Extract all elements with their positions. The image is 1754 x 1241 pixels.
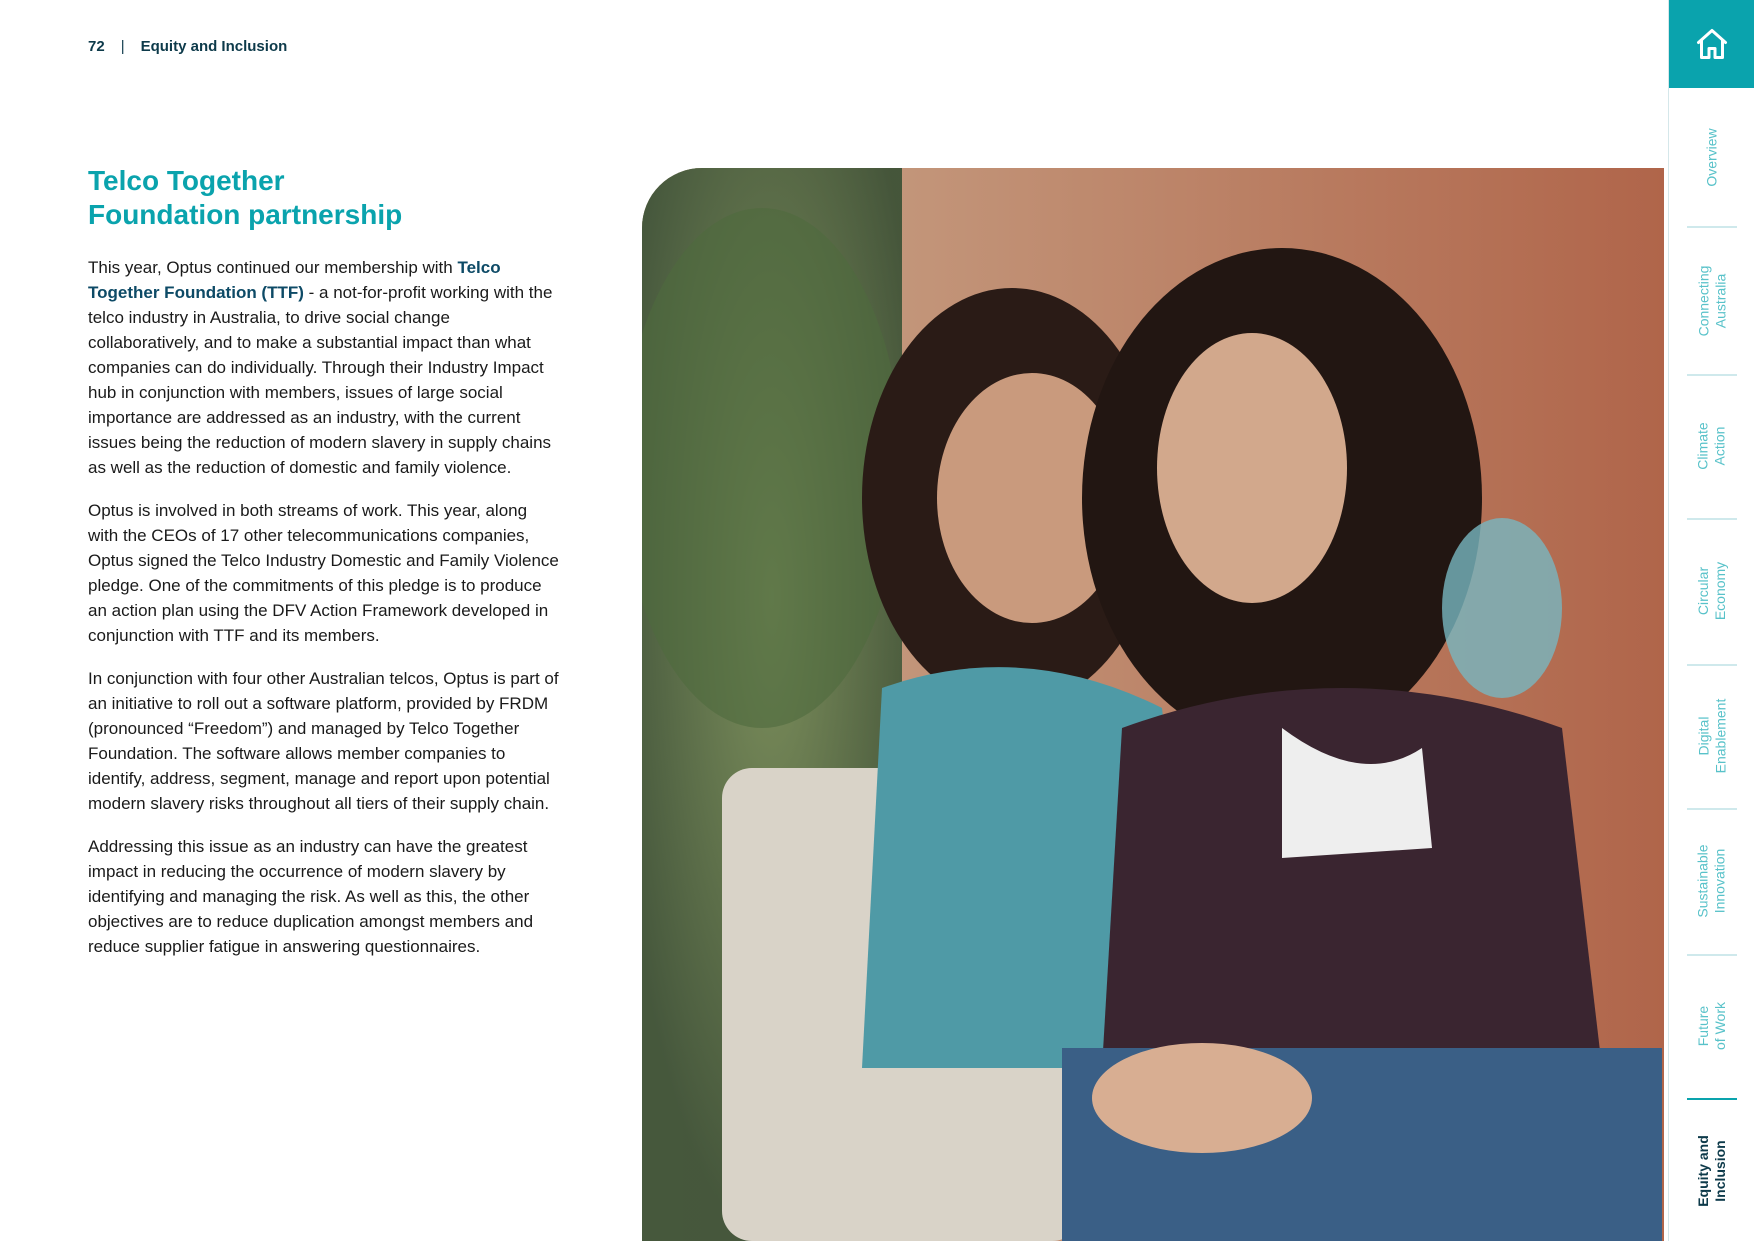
page-number: 72 xyxy=(88,38,105,55)
article-title xyxy=(88,164,608,232)
article-body xyxy=(88,255,562,977)
nav-label-future-of-work: Future of Work xyxy=(1694,1002,1728,1050)
header-separator: | xyxy=(120,38,125,55)
nav-item-climate-action[interactable] xyxy=(1669,376,1754,516)
nav-label-climate-action: Climate Action xyxy=(1695,422,1728,470)
article-photo xyxy=(642,168,1664,1241)
photo-illustration xyxy=(642,168,1664,1241)
nav-label-overview: Overview xyxy=(1703,128,1720,187)
nav-item-overview[interactable] xyxy=(1669,90,1754,225)
section-name: Equity and Inclusion xyxy=(140,38,288,55)
paragraph-4: Addressing this issue as an industry can have the greatest impact in reducing the occurrence of modern slavery by identifying and managing the risk. As well as this, the other objectives are to reduce duplication amongst members and reduce supplier fatigue in answering questionnaires. xyxy=(88,837,534,956)
paragraph-2: Optus is involved in both streams of work. This year, along with the CEOs of 17 other telecommunications companies, Optus signed the Telco Industry Domestic and Family Violence pledge. One of the commitments of this pledge is to produce an action plan using the DFV Action Framework developed in conjunction with TTF and its members. xyxy=(88,501,559,645)
paragraph-3: In conjunction with four other Australian telcos, Optus is part of an initiative to roll out a software platform, provided by FRDM (pronounced “Freedom”) and managed by Telco Together Foundation. The software allows member companies to identify, address, segment, manage and report upon potential modern slavery risks throughout all tiers of their supply chain. xyxy=(88,669,559,813)
home-button[interactable] xyxy=(1669,0,1754,88)
nav-label-circular-economy: Circular Economy xyxy=(1694,561,1728,621)
paragraph-1-intro: This year, Optus continued our membership with xyxy=(88,258,458,277)
nav-label-connecting-australia: Connecting Australia xyxy=(1694,265,1728,336)
nav-label-digital-enablement: Digital Enablement xyxy=(1695,698,1728,774)
nav-item-connecting-australia[interactable] xyxy=(1669,228,1754,373)
home-icon xyxy=(1694,26,1730,62)
side-navigation xyxy=(1668,0,1754,1241)
nav-label-sustainable-innovation: Sustainable Innovation xyxy=(1694,844,1728,918)
nav-item-equity-and-inclusion[interactable] xyxy=(1669,1100,1754,1241)
paragraph-1 xyxy=(88,255,562,480)
nav-item-sustainable-innovation[interactable] xyxy=(1669,810,1754,952)
nav-item-future-of-work[interactable] xyxy=(1669,956,1754,1096)
page-header xyxy=(88,38,287,55)
paragraph-1-rest: - a not-for-profit working with the telco industry in Australia, to drive social change collaboratively, and to make a substantial impact than what companies can do individually. Through their Industry Impact hub in conjunction with members, issues of large social importance are addressed as an industry, with the current issues being the reduction of modern slavery in supply chains as well as the reduction of domestic and family violence. xyxy=(88,283,553,477)
title-line-1: Telco Together xyxy=(88,165,285,196)
nav-item-digital-enablement[interactable] xyxy=(1669,666,1754,806)
nav-item-circular-economy[interactable] xyxy=(1669,520,1754,662)
title-line-2: Foundation partnership xyxy=(88,199,403,230)
ttf-link[interactable]: Telco Together Foundation (TTF) xyxy=(88,258,501,302)
nav-label-equity-and-inclusion: Equity and Inclusion xyxy=(1695,1134,1728,1207)
